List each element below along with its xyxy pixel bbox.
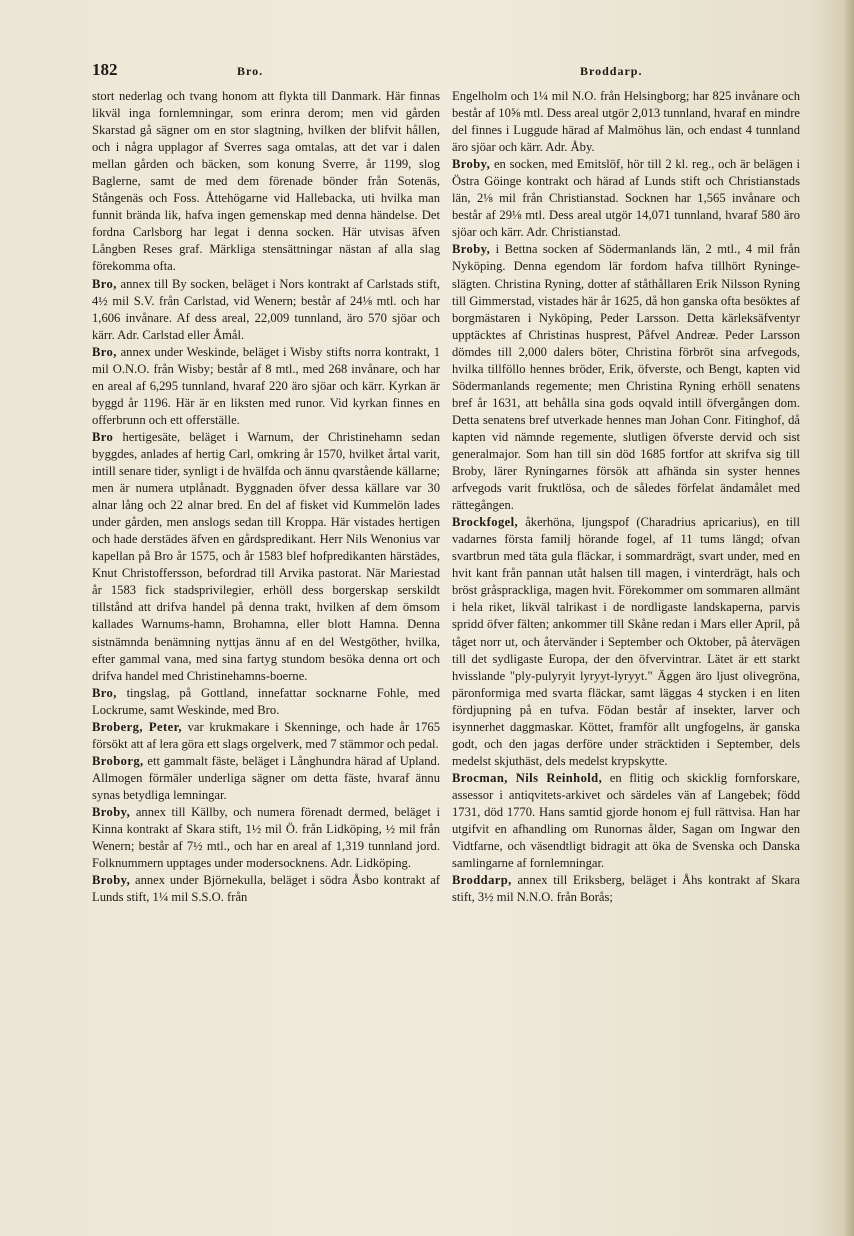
entry-text: hertigesäte, beläget i Warnum, der Christinehamn sedan byggdes, anlades af hertig Carl, omkring år 1570, hvilket årtal varit, intill senare tider, synligt i de hvälfda och ännu qvarstående källarne; men är numera utplånadt. Byggnaden öfver dessa källare var 30 alnar lång och 22 alnar bred. En del af fisket vid Kummelön lades under gården, men anslogs sedan till Kroppa. Här vistades hertigen och hade derstädes äfven en gårdspredikant. Herr Nils Wenonius var kapellan på Bro år 1575, och år 1583 blef hofpredikanten härstädes, Knut Christoffersson, befordrad till Arvika pastorat. När Mariestad år 1583 fick stadsprivilegier, erhöll dess borgerskap serskildt tillstånd att drifva handel på denna trakt, hvilken af dem ömsom kallades Warnums-hamn, Brohamna, eller blott Hamna. Denna sistnämnda benämning nyttjas ännu af en del Westgöther, hvilka, efter gammal vana, med sina fartyg stundom besöka denna ort och drifva handel med Christinehamns-boerne. — [92, 429, 440, 683]
entry — [92, 685, 440, 719]
page-header — [0, 60, 854, 84]
running-head-right: Broddarp. — [580, 64, 643, 78]
entry — [92, 276, 440, 344]
entry — [92, 872, 440, 906]
entry — [92, 429, 440, 685]
entry-text: annex till By socken, beläget i Nors kontrakt af Carlstads stift, 4½ mil S.V. från Carlstad, vid Wenern; består af 24⅛ mtl. och har 1,606 invånare. Af dess areal, 22,009 tunnland, äro 570 sjöar och kärr. Adr. Carlstad eller Åmål. — [92, 276, 441, 342]
entry — [92, 88, 440, 276]
entry-text: i Bettna socken af Södermanlands län, 2 mtl., 4 mil från Nyköping. Denna egendom lär fordom hafva tillhört Ryninge-slägten. Christina Ryning, dotter af ståthållaren Erik Nilsson Ryning till Gimmerstad, vistades här år 1625, då hon ganska ofta besöktes af borgmästaren i Nyköping, Peder Larsson. Detta kärleksäfventyr upptäcktes af Christinas husprest, Påfvel Andreæ. Peder Larsson dömdes till 2,000 dalers böter, Christina förbröt sina arfvegods, hvilka tillföllo hennes bröder, Erik, öfverste, och Bengt, kapten vid Södermanlands regemente; men Christina Ryning erhöll senatens bref år 1631, att behålla sina gods oqvald intill öfvergången dom. Detta senatens bref utverkade hennes man Johan Conr. Fitinghof, då kapten vid nämnde regemente, slutligen öfverste dervid och sist generalmajor. Som han till sin död 1685 fortfor att skrifva sig till Broby, lärer Ryningarnes försök att afhända sin syster hennes arfvegods varit fruktlösa, och de således förfelat ändamålet med rättegången. — [452, 242, 800, 513]
entry-headword: Brockfogel, — [452, 515, 519, 530]
entry-text: åkerhöna, ljungspof (Charadrius apricarius), en till vadarnes första familj hörande fogel, af 11 tums längd; ofvan svartbrun med täta gula fläckar, i sommardrägt, svart under, med en hvit kant från pannan utåt halsen till magen, i vinterdrägt, hals och bröst gråsprackliga, magen hvit. Förekommer om sommaren allmänt i hela riket, likväl talrikast i de nordligaste landskaperna, parvis spridd öfver fälten; ankommer till Skåne redan i Mars eller April, på tåget norr ut, och återvänder i September och Oktober, på återvägen till det sydligaste Europa, der den öfvervintrar. Lätet är ett starkt hvisslande "ply-pulyryit lyryyt-lyryyt." Äggen äro ljust olivegröna, päronformiga med svarta fläckar, samt läggas 4 stycken i en liten fördjupning på en tufva. Födan består af insekter, larver och isynnerhet daggmaskar. Köttet, framför allt ungfogelns, är ganska godt, och den jagas derföre under sträcktiden i September, dels medelst skjuthäst, dels medelst krypskytte. — [452, 515, 800, 768]
entry-text: en socken, med Emitslöf, hör till 2 kl. reg., och är belägen i Östra Göinge kontrakt och härad af Lunds stift och Christianstads län, 2⅛ mil från Christianstad. Socknen har 1,565 invånare och består af 29⅛ mtl. Dess areal utgör 14,071 tunnland, hvaraf 580 äro sjöar och kärr. Adr. Christianstad. — [452, 157, 800, 240]
entry-headword: Broberg, Peter, — [92, 719, 182, 734]
entry — [452, 156, 800, 241]
entry-text: annex under Björnekulla, beläget i södra Åsbo kontrakt af Lunds stift, 1¼ mil S.S.O. från — [92, 873, 440, 905]
entry-headword: Broby, — [92, 804, 131, 819]
entry — [92, 344, 440, 429]
entry-text: ett gammalt fäste, beläget i Långhundra härad af Upland. Allmogen förmäler underliga sägner om detta fäste, hvaraf ännu synas betydliga lemningar. — [92, 753, 440, 802]
entry-headword: Broby, — [452, 157, 491, 172]
entry-headword: Broby, — [92, 873, 131, 888]
running-head-left: Bro. — [237, 64, 264, 78]
entry-headword: Broddarp, — [452, 873, 512, 888]
page-number: 182 — [92, 60, 118, 79]
entry-headword: Brocman, Nils Reinhold, — [452, 770, 603, 785]
entry-text: annex till Eriksberg, beläget i Åhs kontrakt af Skara stift, 3½ mil N.N.O. från Borås; — [452, 873, 800, 905]
entry — [452, 514, 800, 770]
entry — [452, 872, 800, 906]
entry-text: annex till Källby, och numera förenadt dermed, beläget i Kinna kontrakt af Skara stift, 1½ mil Ö. från Lidköping, ½ mil från Wenern; består af 7½ mtl., och har en areal af 1,319 tunnland jord. Folknummern upptages under modersocknens. Adr. Lidköping. — [92, 804, 440, 871]
entry-text: var krukmakare i Skenninge, och hade år 1765 försökt att af lera göra ett slags orgelverk, med 7 stämmor och pedal. — [92, 719, 440, 751]
entry — [452, 88, 800, 156]
entry-headword: Bro, — [92, 276, 117, 291]
entry — [452, 770, 800, 872]
page-edge — [842, 0, 854, 1236]
entry-text: en flitig och skicklig fornforskare, assessor i antiqvitets-arkivet och särdeles vän af Langebek; född 1731, död 1770. Hans samtid gjorde honom ej full rättvisa. Han har utgifvit en afhandling om Runornas ålder, Sagan om Ingwar den Vidtfarne, och väsendtligt bidragit att öka de Svenska och Danska samlingarne af fornlemningar. — [452, 770, 800, 871]
right-column — [452, 88, 800, 906]
entry-headword: Bro — [92, 429, 114, 444]
left-column — [92, 88, 440, 906]
entry-text: Engelholm och 1¼ mil N.O. från Helsingborg; har 825 invånare och består af 10⅝ mtl. Dess areal utgör 2,013 tunnland, hvaraf en mindre del finnes i Luggude härad af Malmöhus län, och endast 4 tunnland äro sjöar och kärr. Adr. Åby. — [452, 89, 800, 155]
entry-text: annex under Weskinde, beläget i Wisby stifts norra kontrakt, 1 mil O.N.O. från Wisby; består af 8 mtl., med 268 invånare, och har en areal af 6,295 tunnland, hvaraf 220 äro sjöar och kärr. Kyrkan är byggd år 1196. Här är en liksten med runor. Vid kyrkan finnes en offerbrunn och ett offerställe. — [92, 344, 440, 427]
entry-text: stort nederlag och tvang honom att flykta till Danmark. Här finnas likväl inga fornlemningar, som erinra derom; men vid gården Skarstad gå sägner om en stor slagtning, hvilken der blifvit hållen, och i några upplagor af Sverres saga omtalas, att det var i dalen mellan gården och bäcken, som konung Sverre, år 1199, slog Baglerne, samt de med dem förenade bönder från Sotenäs, Stångenäs och Foss. Åttehögarne vid Hallebacka, uti hvilka man funnit brända lik, hafva ingen gemenskap med denna händelse. Det fordna Carlsborg har legat i denna socken. Här utvisas äfven Långben Reses graf. Märkliga stensättningar nästan af alla slag förekomma ofta. — [92, 89, 440, 274]
entry-headword: Bro, — [92, 344, 117, 359]
entry — [92, 753, 440, 804]
entry — [92, 719, 440, 753]
entry — [92, 804, 440, 872]
entry-headword: Broborg, — [92, 753, 144, 768]
entry-text: tingslag, på Gottland, innefattar socknarne Fohle, med Lockrume, samt Weskinde, med Bro. — [92, 685, 440, 717]
entry — [452, 241, 800, 514]
entry-headword: Bro, — [92, 685, 117, 700]
entry-headword: Broby, — [452, 242, 491, 257]
